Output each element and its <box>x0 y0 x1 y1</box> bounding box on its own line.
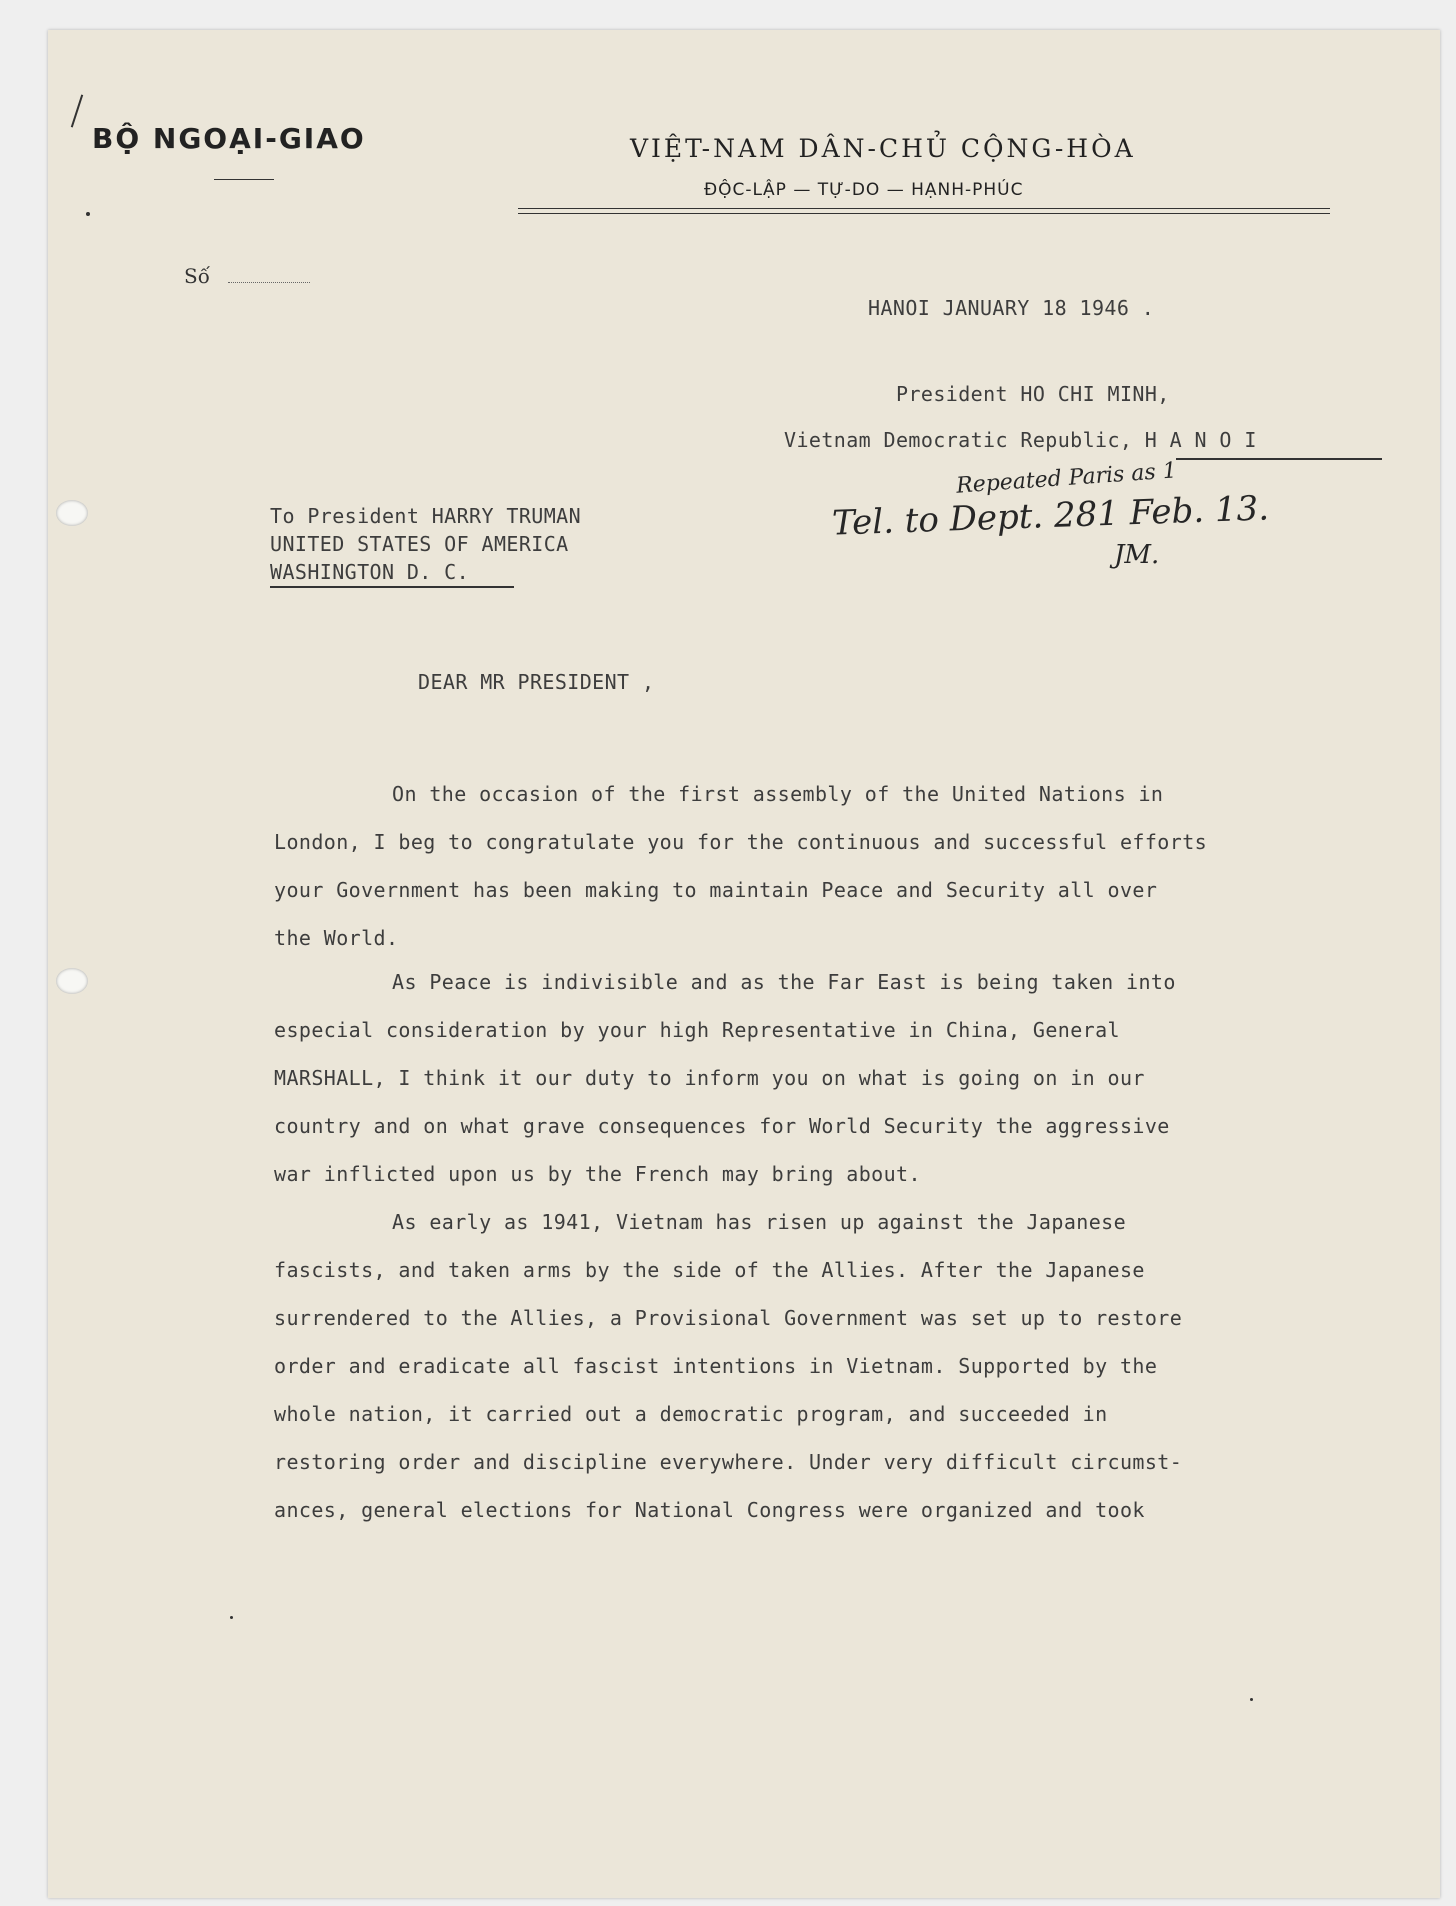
body-line: London, I beg to congratulate you for the continuous and successful efforts <box>274 830 1208 854</box>
reference-number-dotted-line <box>228 282 310 283</box>
ink-speck <box>1250 1698 1253 1701</box>
sender-line-1: President HO CHI MINH, <box>896 382 1170 406</box>
recipient-line-3: WASHINGTON D. C. <box>270 560 470 584</box>
punch-hole-lower <box>56 968 88 994</box>
reference-number-label: Số <box>184 264 210 288</box>
body-line: On the occasion of the first assembly of the United Nations in <box>392 782 1164 806</box>
handwritten-initials: JM. <box>1114 540 1160 570</box>
handwritten-annotation-line-1: Repeated Paris as 1 <box>955 458 1178 499</box>
dateline: HANOI JANUARY 18 1946 . <box>868 296 1155 320</box>
body-line: the World. <box>274 926 399 950</box>
body-line: war inflicted upon us by the French may bring about. <box>274 1162 921 1186</box>
body-line: order and eradicate all fascist intentions in Vietnam. Supported by the <box>274 1354 1158 1378</box>
sender-line-2: Vietnam Democratic Republic, H A N O I <box>784 428 1257 452</box>
body-line: As early as 1941, Vietnam has risen up against the Japanese <box>392 1210 1127 1234</box>
body-line: country and on what grave consequences for World Security the aggressive <box>274 1114 1170 1138</box>
body-line: ances, general elections for National Congress were organized and took <box>274 1498 1145 1522</box>
republic-name: VIỆT-NAM DÂN-CHỦ CỘNG-HÒA <box>630 134 1136 163</box>
body-line: especial consideration by your high Representative in China, General <box>274 1018 1120 1042</box>
body-line: whole nation, it carried out a democratic program, and succeeded in <box>274 1402 1108 1426</box>
punch-hole-upper <box>56 500 88 526</box>
salutation: DEAR MR PRESIDENT , <box>418 670 655 694</box>
ink-speck <box>230 1616 233 1619</box>
ministry-name: BỘ NGOẠI-GIAO <box>92 122 366 155</box>
ink-speck <box>86 212 90 216</box>
body-line: surrendered to the Allies, a Provisional Government was set up to restore <box>274 1306 1183 1330</box>
letter-page <box>48 30 1440 1898</box>
recipient-line-2: UNITED STATES OF AMERICA <box>270 532 569 556</box>
letter-body <box>274 770 1394 1534</box>
sender-underline <box>1176 458 1382 460</box>
body-line: As Peace is indivisible and as the Far East is being taken into <box>392 970 1176 994</box>
ministry-rule <box>214 179 274 180</box>
handwritten-annotation-line-2: Tel. to Dept. 281 Feb. 13. <box>831 488 1270 544</box>
letterhead-double-rule <box>518 208 1330 214</box>
body-line: your Government has been making to maintain Peace and Security all over <box>274 878 1158 902</box>
body-line: MARSHALL, I think it our duty to inform you on what is going on in our <box>274 1066 1145 1090</box>
body-line: fascists, and taken arms by the side of the Allies. After the Japanese <box>274 1258 1145 1282</box>
recipient-line-1: To President HARRY TRUMAN <box>270 504 582 528</box>
republic-motto: ĐỘC-LẬP — TỰ-DO — HẠNH-PHÚC <box>704 180 1024 200</box>
ink-speck <box>71 95 83 128</box>
recipient-underline <box>270 586 514 588</box>
body-line: restoring order and discipline everywhere. Under very difficult circumst- <box>274 1450 1183 1474</box>
